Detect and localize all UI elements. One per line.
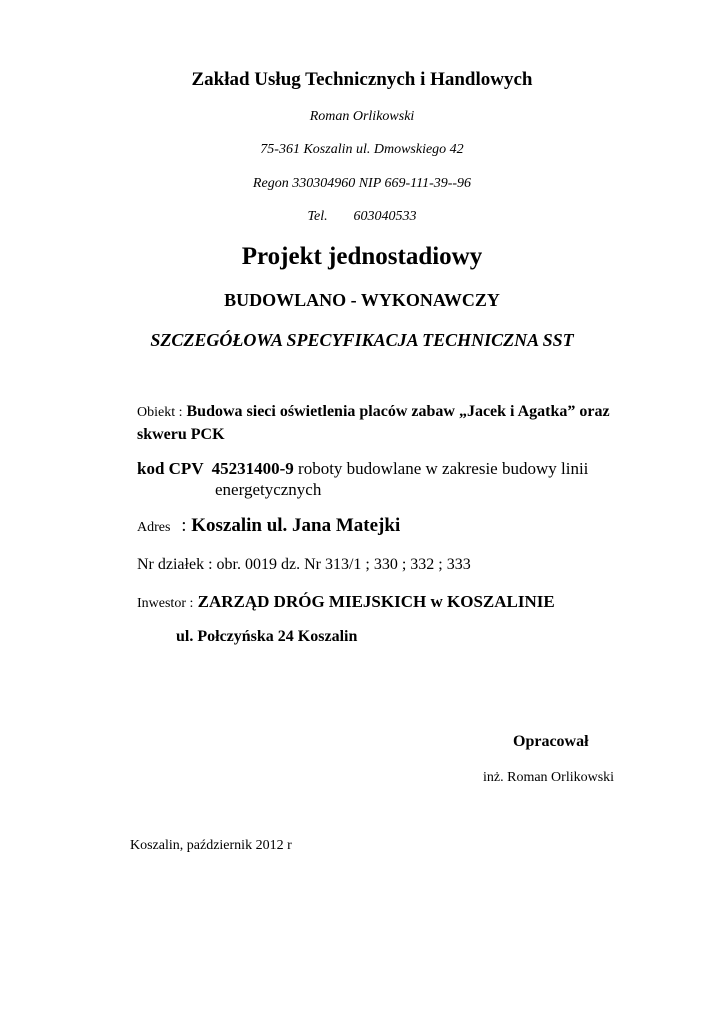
address-label: Adres — [137, 520, 171, 535]
address-separator: : — [181, 515, 187, 536]
cpv-code: 45231400-9 — [211, 459, 294, 478]
telephone-line — [0, 209, 724, 225]
address-value: Koszalin ul. Jana Matejki — [191, 515, 401, 536]
prepared-by-name: inż. Roman Orlikowski — [483, 770, 615, 785]
cpv-label: kod CPV — [137, 459, 204, 478]
project-title: Projekt jednostadiowy — [241, 243, 483, 270]
prepared-by-label: Opracował — [513, 733, 589, 750]
company-address: 75-361 Koszalin ul. Dmowskiego 42 — [260, 142, 464, 157]
place-date: Koszalin, październik 2012 r — [130, 838, 292, 853]
plot-numbers: Nr działek : obr. 0019 dz. Nr 313/1 ; 330 ; 332 ; 333 — [137, 556, 471, 573]
company-name: Zakład Usług Technicznych i Handlowych — [191, 69, 533, 90]
site-address-field — [137, 513, 400, 541]
cpv-description: roboty budowlane w zakresie budowy linii — [298, 459, 589, 478]
object-label: Obiekt : — [137, 405, 183, 420]
cpv-field — [137, 458, 588, 479]
object-value: Budowa sieci oświetlenia placów zabaw „Jacek i Agatka” oraz skweru PCK — [137, 403, 610, 443]
owner-name: Roman Orlikowski — [309, 109, 415, 124]
investor-field — [137, 591, 555, 615]
investor-value: ZARZĄD DRÓG MIEJSKICH w KOSZALINIE — [197, 592, 555, 611]
investor-label: Inwestor : — [137, 596, 194, 611]
project-subtitle: BUDOWLANO - WYKONAWCZY — [224, 290, 500, 310]
cpv-description-continued: energetycznych — [215, 480, 322, 499]
investor-address: ul. Połczyńska 24 Koszalin — [176, 628, 358, 645]
spec-title: SZCZEGÓŁOWA SPECYFIKACJA TECHNICZNA SST — [150, 330, 574, 350]
tel-number: 603040533 — [353, 209, 417, 224]
tel-label: Tel. — [307, 209, 328, 224]
regon-nip: Regon 330304960 NIP 669-111-39--96 — [252, 176, 472, 191]
object-field — [137, 401, 657, 446]
